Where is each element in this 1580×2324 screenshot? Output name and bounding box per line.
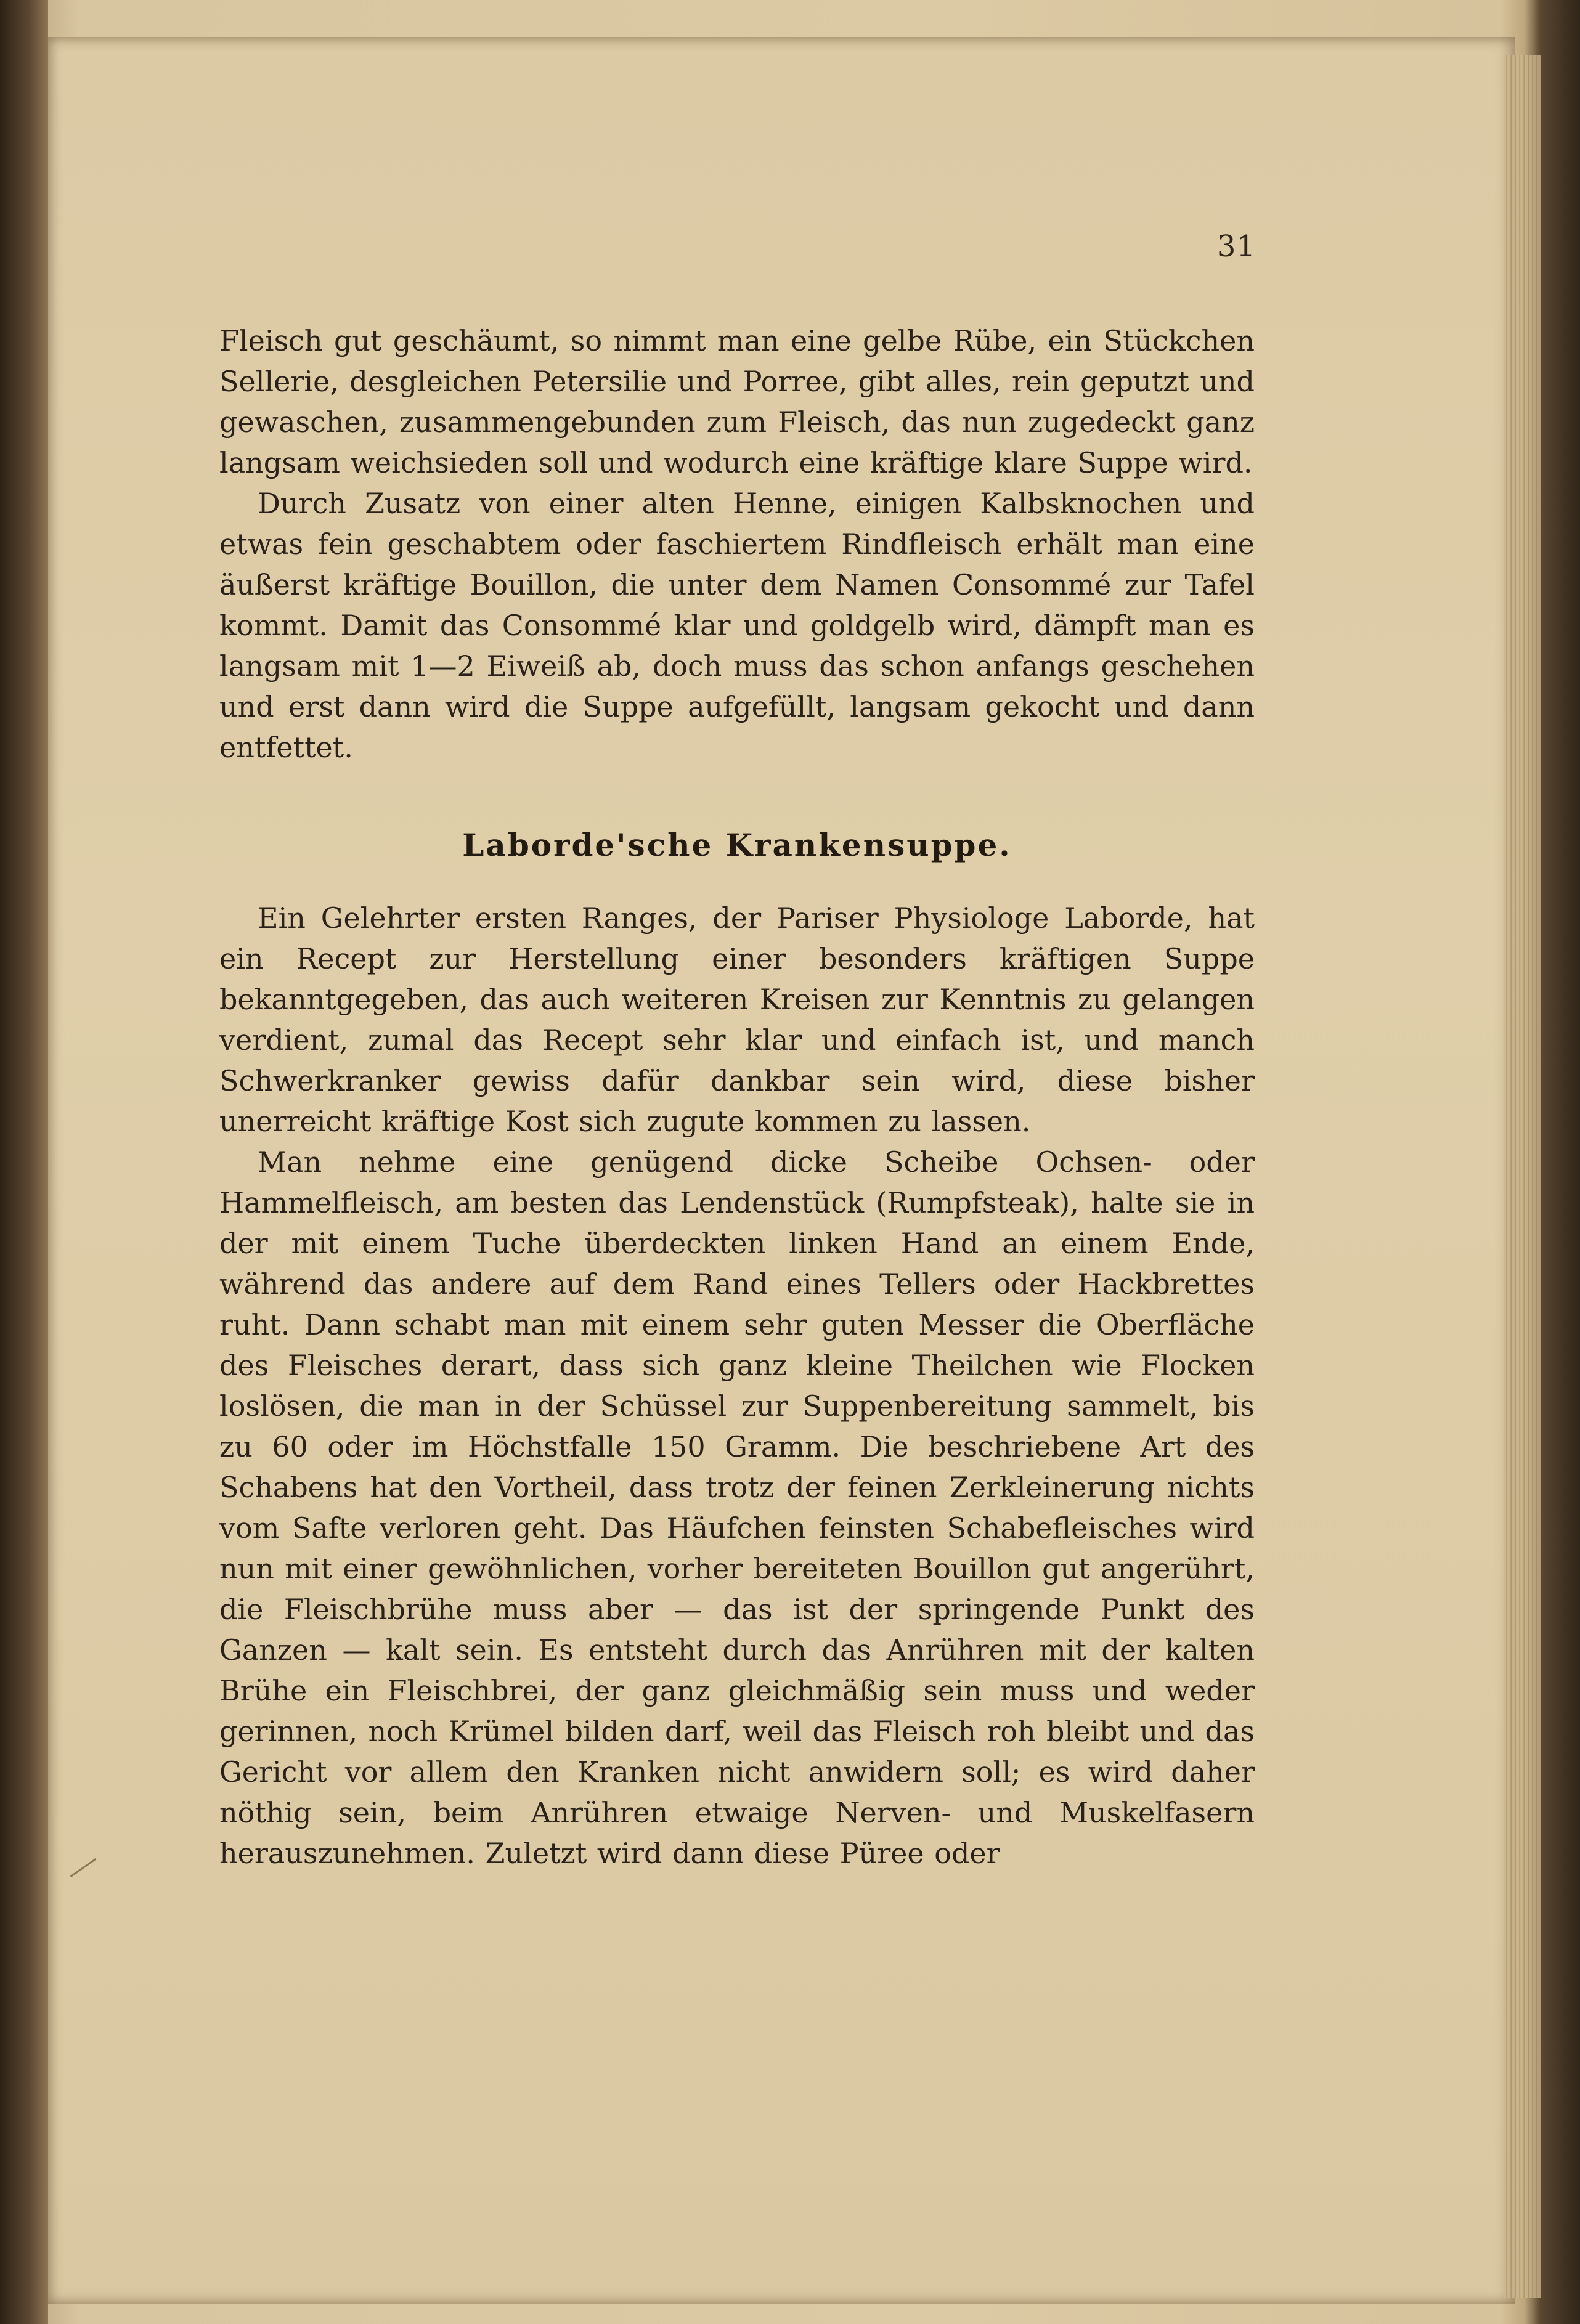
page-number: 31 [1216,229,1256,264]
section-heading: Laborde'sche Krankensuppe. [462,827,1012,863]
book-gutter [0,0,48,2324]
paragraph-continuation: Fleisch gut geschäumt, so nimmt man eine gelbe Rübe, ein Stückchen Sellerie, desgleichen Petersilie und Porree, gibt alles, rein geputzt und gewaschen, zusammengebunden zum Fleisch, das nun zugedeckt ganz langsam weichsieden soll und wodurch eine kräftige klare Suppe wird. [219,324,1255,479]
text-block [219,320,1255,1874]
paragraph-laborde-intro: Ein Gelehrter ersten Ranges, der Pariser Physiologe Laborde, hat ein Recept zur Herstellung einer besonders kräftigen Suppe bekanntgegeben, das auch weiteren Kreisen zur Kenntnis zu gelangen verdient, zumal das Recept sehr klar und einfach ist, und manch Schwerkranker gewiss dafür dankbar sein wird, diese bisher unerreicht kräftige Kost sich zugute kommen zu lassen. [219,901,1255,1138]
page-edges [1504,55,1541,2298]
paragraph-consomme: Durch Zusatz von einer alten Henne, einigen Kalbsknochen und etwas fein geschabtem oder faschiertem Rindfleisch erhält man eine äußerst kräftige Bouillon, die unter dem Namen Consommé zur Tafel kommt. Damit das Consommé klar und goldgelb wird, dämpft man es langsam mit 1—2 Eiweiß ab, doch muss das schon anfangs geschehen und erst dann wird die Suppe aufgefüllt, langsam gekocht und dann entfettet. [219,487,1255,764]
paragraph-recipe: Man nehme eine genügend dicke Scheibe Ochsen- oder Hammelfleisch, am besten das Lendenstück (Rumpfsteak), halte sie in der mit einem Tuche überdeckten linken Hand an einem Ende, während das andere auf dem Rand eines Tellers oder Hackbrettes ruht. Dann schabt man mit einem sehr guten Messer die Oberfläche des Fleisches derart, dass sich ganz kleine Theilchen wie Flocken loslösen, die man in der Schüssel zur Suppenbereitung sammelt, bis zu 60 oder im Höchstfalle 150 Gramm. Die beschriebene Art des Schabens hat den Vortheil, dass trotz der feinen Zerkleinerung nichts vom Safte verloren geht. Das Häufchen feinsten Schabefleisches wird nun mit einer gewöhnlichen, vorher bereiteten Bouillon gut angerührt, die Fleischbrühe muss aber — das ist der springende Punkt des Ganzen — kalt sein. Es entsteht durch das Anrühren mit der kalten Brühe ein Fleischbrei, der ganz gleichmäßig sein muss und weder gerinnen, noch Krümel bilden darf, weil das Fleisch roh bleibt und das Gericht vor allem den Kranken nicht anwidern soll; es wird daher nöthig sein, beim Anrühren etwaige Nerven- und Muskelfasern herauszunehmen. Zuletzt wird dann diese Püree oder [219,1145,1255,1870]
